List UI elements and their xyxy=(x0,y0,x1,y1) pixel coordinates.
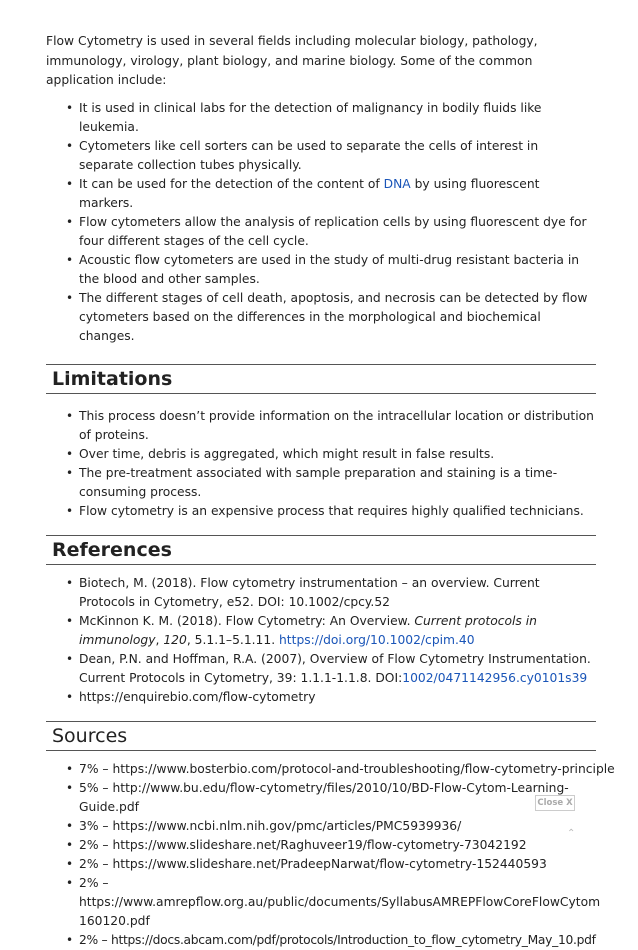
journal-title: Current protocols in immunology xyxy=(79,613,537,647)
list-item: • Biotech, M. (2018). Flow cytometry instrumentation – an overview. Current Protocols in Cytometry, e52. DOI: 10.1002/cpcy.52 xyxy=(79,574,596,612)
list-item: • Cytometers like cell sorters can be used to separate the cells of interest in separate collection tubes physically. xyxy=(79,137,596,175)
list-item: • The different stages of cell death, apoptosis, and necrosis can be detected by flow cytometers based on the differences in the morphological and biochemical changes. xyxy=(79,289,596,346)
references-list xyxy=(46,574,596,707)
reference-text: , 5.1.1–5.1.11. xyxy=(186,632,280,647)
chevron-up-icon[interactable]: ⌃ xyxy=(567,828,576,839)
list-item xyxy=(79,874,601,931)
doi-link[interactable]: 1002/0471142956.cy0101s39 xyxy=(402,670,588,685)
limitations-heading: Limitations xyxy=(46,364,596,394)
list-item: • 3% – https://www.ncbi.nlm.nih.gov/pmc/articles/PMC5939936/ xyxy=(79,817,596,836)
list-item: • 2% – https://www.slideshare.net/PradeepNarwat/flow-cytometry-152440593 xyxy=(79,855,596,874)
list-item xyxy=(79,175,596,213)
reference-text: McKinnon K. M. (2018). Flow Cytometry: An Overview. xyxy=(79,613,415,628)
list-item-text: 160120.pdf xyxy=(79,913,150,928)
reference-text: Dean, P.N. and Hoffman, R.A. (2007), Overview of Flow Cytometry Instrumentation. Current Protocols in Cytometry, 39: 1.1.1-1.1.8. DOI: xyxy=(79,651,591,685)
list-item xyxy=(79,612,596,650)
limitations-list xyxy=(46,407,596,521)
list-item: • 7% – https://www.bosterbio.com/protocol-and-troubleshooting/flow-cytometry-principle xyxy=(79,760,596,779)
list-item: • Flow cytometers allow the analysis of replication cells by using fluorescent dye for four different stages of the cell cycle. xyxy=(79,213,596,251)
list-item: • 5% – http://www.bu.edu/flow-cytometry/files/2010/10/BD-Flow-Cytom-Learning-Guide.pdf xyxy=(79,779,596,817)
list-item-text: • 2% – xyxy=(79,875,109,890)
applications-list xyxy=(46,99,596,346)
sources-list xyxy=(46,760,615,950)
list-item: • The pre-treatment associated with sample preparation and staining is a time-consuming process. xyxy=(79,464,596,502)
sources-heading: Sources xyxy=(46,721,596,751)
list-item: • Flow cytometry is an expensive process that requires highly qualified technicians. xyxy=(79,502,596,521)
references-heading: References xyxy=(46,535,596,565)
article-body xyxy=(46,0,615,950)
list-item: • Acoustic flow cytometers are used in the study of multi-drug resistant bacteria in the blood and other samples. xyxy=(79,251,596,289)
list-item-text: by using fluorescent markers. xyxy=(79,176,540,210)
list-item: • https://enquirebio.com/flow-cytometry xyxy=(79,688,596,707)
close-button[interactable]: Close X xyxy=(535,795,575,811)
list-item: • 2% – https://docs.abcam.com/pdf/protocols/Introduction_to_flow_cytometry_May_10.pdf xyxy=(79,931,596,950)
reference-text: , xyxy=(155,632,164,647)
list-item: • This process doesn’t provide information on the intracellular location or distribution of proteins. xyxy=(79,407,596,445)
list-item xyxy=(79,650,596,688)
intro-paragraph: Flow Cytometry is used in several fields including molecular biology, pathology, immunology, virology, plant biology, and marine biology. Some of the common application include: xyxy=(46,34,538,87)
volume-number: 120 xyxy=(163,632,187,647)
source-url: https://www.amrepflow.org.au/public/documents/SyllabusAMREPFlowCoreFlowCytom xyxy=(79,894,601,909)
list-item: • It is used in clinical labs for the detection of malignancy in bodily fluids like leukemia. xyxy=(79,99,596,137)
dna-link[interactable]: DNA xyxy=(383,176,411,191)
doi-link[interactable]: https://doi.org/10.1002/cpim.40 xyxy=(279,632,475,647)
list-item-text: It can be used for the detection of the content of xyxy=(79,176,384,191)
list-item: • 2% – https://www.slideshare.net/Raghuveer19/flow-cytometry-73042192 xyxy=(79,836,596,855)
list-item: • Over time, debris is aggregated, which might result in false results. xyxy=(79,445,596,464)
